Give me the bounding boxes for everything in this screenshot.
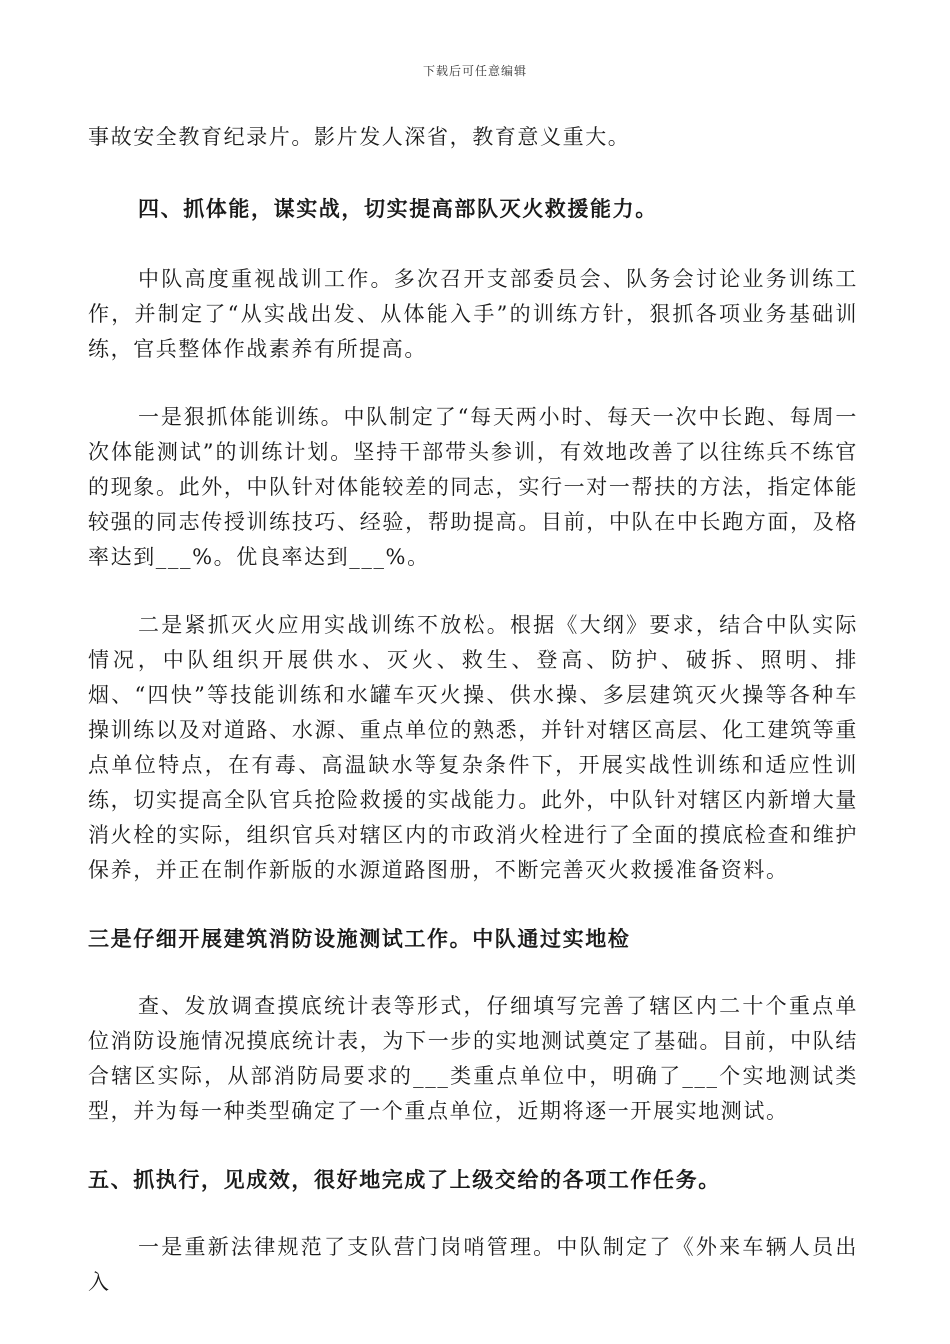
paragraph-facility-testing: 查、发放调查摸底统计表等形式，仔细填写完善了辖区内二十个重点单位消防设施情况摸底统计表，为下一步的实地测试奠定了基础。目前，中队结合辖区实际，从部消防局要求的___类重点单位中，明确了___个实地测试类型，并为每一种类型确定了一个重点单位，近期将逐一开展实地测试。 [88, 994, 858, 1123]
section-heading-5: 五、抓执行，见成效，很好地完成了上级交给的各项工作任务。 [88, 1167, 721, 1192]
header-note: 下载后可任意编辑 [422, 64, 527, 78]
paragraph-combat-training: 二是紧抓灭火应用实战训练不放松。根据《大纲》要求，结合中队实际情况，中队组织开展供水、灭火、救生、登高、防护、破拆、照明、排烟、“四快”等技能训练和水罐车灭火操、供水操、多层建筑灭火操等各种车操训练以及对道路、水源、重点单位的熟悉，并针对辖区高层、化工建筑等重点单位特点，在有毒、高温缺水等复杂条件下，开展实战性训练和适应性训练，切实提高全队官兵抢险救援的实战能力。此外，中队针对辖区内新增大量消火栓的实际，组织官兵对辖区内的市政消火栓进行了全面的摸底检查和维护保养，并正在制作新版的水源道路图册，不断完善灭火救援准备资料。 [88, 613, 858, 882]
paragraph-training-overview: 中队高度重视战训工作。多次召开支部委员会、队务会讨论业务训练工作，并制定了“从实战出发、从体能入手”的训练方针，狠抓各项业务基础训练，官兵整体作战素养有所提高。 [88, 267, 858, 361]
paragraph-gate-management: 一是重新法律规范了支队营门岗哨管理。中队制定了《外来车辆人员出入 [88, 1235, 858, 1294]
paragraph-continuation: 事故安全教育纪录片。影片发人深省，教育意义重大。 [88, 125, 631, 149]
document-body [88, 120, 858, 1300]
section-heading-4: 四、抓体能，谋实战，切实提高部队灭火救援能力。 [138, 196, 658, 221]
subsection-heading-fire-facilities: 三是仔细开展建筑消防设施测试工作。中队通过实地检 [88, 926, 631, 951]
paragraph-physical-training: 一是狠抓体能训练。中队制定了“每天两小时、每天一次中长跑、每周一次体能测试”的训练计划。坚持干部带头参训，有效地改善了以往练兵不练官的现象。此外，中队针对体能较差的同志，实行一对一帮扶的方法，指定体能较强的同志传授训练技巧、经验，帮助提高。目前，中队在中长跑方面，及格率达到___%。优良率达到___%。 [88, 405, 858, 569]
